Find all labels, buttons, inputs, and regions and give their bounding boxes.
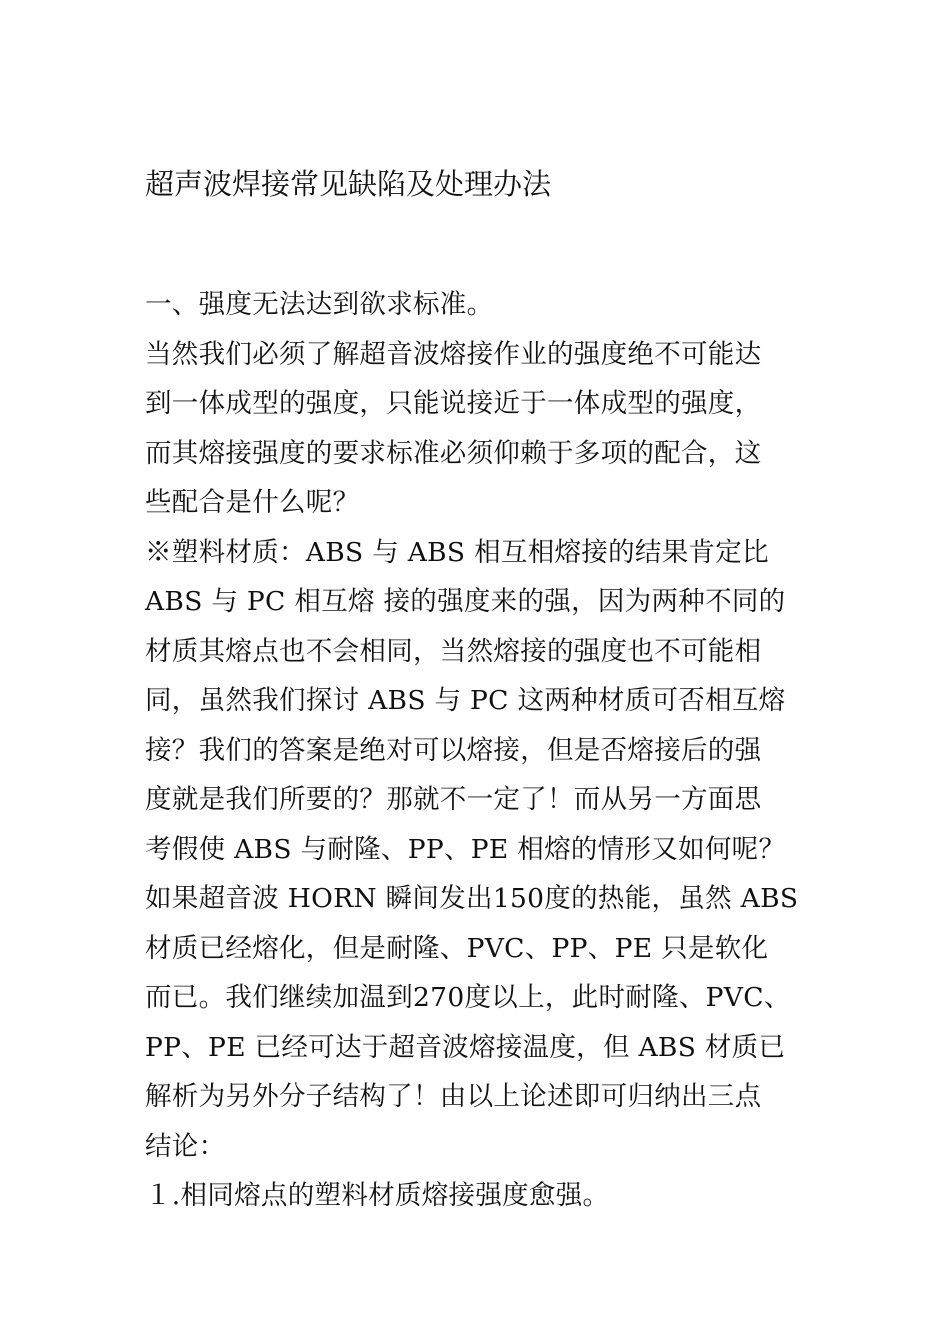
paragraph-line: 结论： xyxy=(145,1130,226,1162)
section-heading: 一、强度无法达到欲求标准。 xyxy=(145,289,494,320)
paragraph-line: 当然我们必须了解超音波熔接作业的强度绝不可能达 xyxy=(145,338,762,370)
document-title: 超声波焊接常见缺陷及处理办法 xyxy=(145,167,552,201)
paragraph-line: 些配合是什么呢？ xyxy=(145,487,360,518)
paragraph-line: 而已。我们继续加温到270度以上，此时耐隆、PVC、 xyxy=(145,982,791,1013)
paragraph-line: 材质已经熔化，但是耐隆、PVC、PP、PE 只是软化 xyxy=(145,932,769,964)
paragraph-line: 到一体成型的强度，只能说接近于一体成型的强度， xyxy=(145,388,762,419)
paragraph-line: 材质其熔点也不会相同，当然熔接的强度也不可能相 xyxy=(145,635,762,667)
paragraph-line: 而其熔接强度的要求标准必须仰赖于多项的配合，这 xyxy=(145,437,762,469)
document-body xyxy=(145,280,825,1221)
paragraph-line: ABS 与 PC 相互熔 接的强度来的强，因为两种不同的 xyxy=(145,586,786,617)
paragraph-line: PP、PE 已经可达于超音波熔接温度，但 ABS 材质已 xyxy=(145,1031,786,1063)
paragraph-line: 度就是我们所要的？那就不一定了！而从另一方面思 xyxy=(145,784,762,815)
paragraph-line: ※塑料材质：ABS 与 ABS 相互相熔接的结果肯定比 xyxy=(145,536,769,568)
paragraph-line: 接？我们的答案是绝对可以熔接，但是否熔接后的强 xyxy=(145,734,762,766)
paragraph-line: 同，虽然我们探讨 ABS 与 PC 这两种材质可否相互熔 xyxy=(145,685,786,716)
paragraph-line: 如果超音波 HORN 瞬间发出150度的热能，虽然 ABS xyxy=(145,883,799,914)
paragraph-line: 考假使 ABS 与耐隆、PP、PE 相熔的情形又如何呢？ xyxy=(145,833,786,865)
paragraph-line: 解析为另外分子结构了！由以上论述即可归纳出三点 xyxy=(145,1081,762,1112)
list-item: １.相同熔点的塑料材质熔接强度愈强。 xyxy=(145,1180,610,1211)
